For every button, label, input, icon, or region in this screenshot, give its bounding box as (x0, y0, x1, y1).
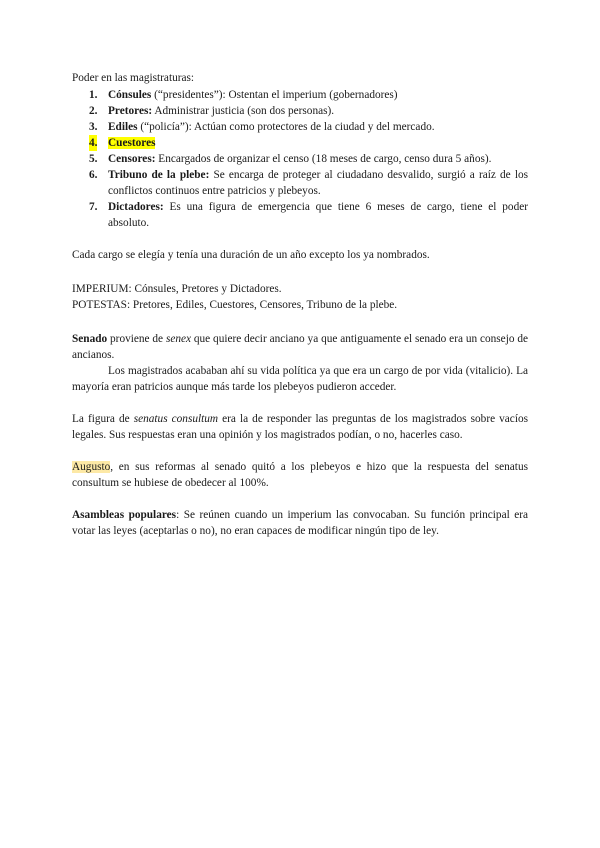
list-term: Censores: (108, 153, 156, 165)
list-item (72, 199, 528, 231)
list-text: (“policía”): Actúan como protectores de la ciudad y del mercado. (137, 121, 435, 133)
senex-word: senex (165, 333, 192, 345)
list-number: 1. (89, 89, 98, 101)
senatus-paragraph (72, 411, 528, 443)
list-number: 5. (89, 153, 98, 165)
asambleas-term: Asambleas populares (72, 509, 177, 521)
cargo-note: Cada cargo se elegía y tenía una duración de un año excepto los ya nombrados. (72, 249, 430, 261)
list-text: (“presidentes”): Ostentan el imperium (gobernadores) (151, 89, 398, 101)
imperium-line: IMPERIUM: Cónsules, Pretores y Dictadores. (72, 283, 282, 295)
list-item-highlighted (72, 135, 528, 151)
augusto-text: , en sus reformas al senado quitó a los plebeyos e hizo que la respuesta del senatus consultum se hubiese de obedecer al 100%. (72, 461, 528, 489)
senado-paragraph-2: Los magistrados acababan ahí su vida política ya que era un cargo de por vida (vitalicio). La mayoría eran patricios aunque más tarde los plebeyos pudieron acceder. (72, 365, 528, 393)
list-term: Ediles (108, 121, 138, 133)
senado-paragraph (72, 331, 528, 363)
list-item (72, 167, 528, 199)
list-number: 6. (89, 169, 98, 181)
senatus-text: era la de responder las preguntas de los magistrados sobre vacíos legales. Sus respuestas eran una opinión y los magistrados podían, o no, hacerles caso. (72, 413, 529, 441)
list-term: Cónsules (108, 89, 152, 101)
list-item (72, 87, 528, 103)
list-item (72, 119, 528, 135)
asambleas-paragraph (72, 507, 528, 539)
list-number: 7. (89, 201, 98, 213)
list-term: Cuestores (108, 137, 156, 149)
augusto-name: Augusto (72, 461, 111, 473)
magistraturas-list (72, 87, 528, 231)
intro-line: Poder en las magistraturas: (72, 72, 195, 84)
list-number: 2. (89, 105, 98, 117)
asambleas-text: : Se reúnen cuando un imperium las convocaban. Su función principal era votar las leyes (aceptarlas o no), no eran capaces de modificar ningún tipo de ley. (72, 509, 528, 537)
list-term: Pretores: (108, 105, 153, 117)
list-text: Encargados de organizar el censo (18 meses de cargo, censo dura 5 años). (155, 153, 492, 165)
document-page (72, 70, 528, 539)
list-term: Dictadores: (108, 201, 164, 213)
list-item (72, 151, 528, 167)
list-item (72, 103, 528, 119)
list-text: Se encarga de proteger al ciudadano desvalido, surgió a raíz de los conflictos continuos entre patricios y plebeyos. (108, 169, 529, 197)
senado-text: que quiere decir anciano ya que antiguamente el senado era un consejo de ancianos. (72, 333, 528, 361)
senado-term: Senado (72, 333, 108, 345)
senatus-term: senatus consultum (133, 413, 219, 425)
list-text: Es una figura de emergencia que tiene 6 meses de cargo, tiene el poder absoluto. (108, 201, 528, 229)
list-number: 4. (89, 137, 98, 149)
senado-text: proviene de (107, 333, 166, 345)
senatus-text: La figura de (72, 413, 134, 425)
list-text: Administrar justicia (son dos personas). (152, 105, 335, 117)
augusto-paragraph (72, 459, 528, 491)
potestas-line: POTESTAS: Pretores, Ediles, Cuestores, Censores, Tribuno de la plebe. (72, 299, 398, 311)
list-number: 3. (89, 121, 98, 133)
list-term: Tribuno de la plebe: (108, 169, 210, 181)
